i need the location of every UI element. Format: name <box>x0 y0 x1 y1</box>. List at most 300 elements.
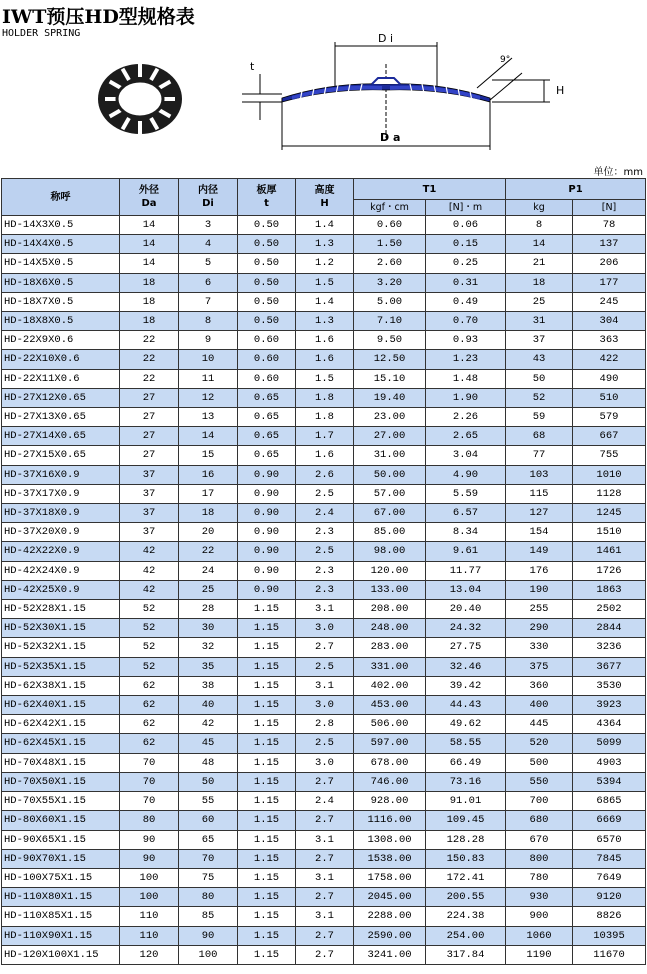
table-cell: 3.0 <box>296 619 354 638</box>
table-cell: 1.8 <box>296 408 354 427</box>
col-t1-nm-header: [N]・m <box>426 200 506 216</box>
table-cell: 2.7 <box>296 945 354 964</box>
table-cell: 38 <box>179 676 238 695</box>
table-cell: HD-110X80X1.15 <box>2 888 120 907</box>
table-cell: HD-62X40X1.15 <box>2 696 120 715</box>
table-cell: 22 <box>179 542 238 561</box>
table-cell: 0.60 <box>238 350 296 369</box>
table-row <box>2 619 646 638</box>
table-cell: 6570 <box>573 830 646 849</box>
table-cell: 20.40 <box>426 600 506 619</box>
table-cell: 39.42 <box>426 676 506 695</box>
table-cell: 900 <box>506 907 573 926</box>
table-cell: 8 <box>179 312 238 331</box>
table-cell: 2.7 <box>296 638 354 657</box>
table-cell: 149 <box>506 542 573 561</box>
table-cell: 58.55 <box>426 734 506 753</box>
col-t-header: 板厚 t <box>238 179 296 216</box>
table-cell: HD-22X11X0.6 <box>2 369 120 388</box>
table-cell: HD-80X60X1.15 <box>2 811 120 830</box>
table-cell: 0.06 <box>426 216 506 235</box>
table-cell: 500 <box>506 753 573 772</box>
table-cell: 2.7 <box>296 811 354 830</box>
table-cell: 127 <box>506 504 573 523</box>
table-cell: 2.60 <box>354 254 426 273</box>
table-cell: 0.60 <box>238 369 296 388</box>
table-cell: 597.00 <box>354 734 426 753</box>
table-cell: 6.57 <box>426 504 506 523</box>
table-cell: 0.65 <box>238 408 296 427</box>
table-cell: 1010 <box>573 465 646 484</box>
table-cell: 70 <box>120 792 179 811</box>
table-cell: 17 <box>179 484 238 503</box>
table-cell: 746.00 <box>354 772 426 791</box>
table-cell: 27.75 <box>426 638 506 657</box>
table-cell: 200.55 <box>426 888 506 907</box>
table-cell: 19.40 <box>354 388 426 407</box>
table-cell: 1.15 <box>238 753 296 772</box>
table-cell: 363 <box>573 331 646 350</box>
col-t1-kgf-header: kgf・cm <box>354 200 426 216</box>
table-cell: 0.90 <box>238 542 296 561</box>
table-cell: 2.5 <box>296 657 354 676</box>
table-cell: 1.15 <box>238 734 296 753</box>
table-cell: 680 <box>506 811 573 830</box>
page-subtitle: HOLDER SPRING <box>2 28 81 39</box>
table-cell: 1.15 <box>238 676 296 695</box>
table-cell: 3 <box>179 216 238 235</box>
table-cell: 678.00 <box>354 753 426 772</box>
table-cell: 90 <box>120 830 179 849</box>
table-cell: 1245 <box>573 504 646 523</box>
table-cell: 0.93 <box>426 331 506 350</box>
table-cell: 800 <box>506 849 573 868</box>
table-row <box>2 388 646 407</box>
table-cell: HD-37X20X0.9 <box>2 523 120 542</box>
table-cell: 0.25 <box>426 254 506 273</box>
table-cell: HD-52X30X1.15 <box>2 619 120 638</box>
table-cell: 2.6 <box>296 465 354 484</box>
table-cell: 70 <box>120 772 179 791</box>
table-cell: 62 <box>120 676 179 695</box>
table-cell: 80 <box>120 811 179 830</box>
table-cell: 62 <box>120 715 179 734</box>
table-cell: 80 <box>179 888 238 907</box>
table-cell: 1.48 <box>426 369 506 388</box>
table-cell: HD-18X6X0.5 <box>2 273 120 292</box>
table-cell: 1.15 <box>238 715 296 734</box>
table-cell: 65 <box>179 830 238 849</box>
table-cell: 0.90 <box>238 561 296 580</box>
table-cell: 667 <box>573 427 646 446</box>
table-cell: 21 <box>506 254 573 273</box>
table-cell: HD-62X38X1.15 <box>2 676 120 695</box>
table-cell: 48 <box>179 753 238 772</box>
table-cell: 109.45 <box>426 811 506 830</box>
table-cell: 100 <box>120 888 179 907</box>
table-cell: 1.50 <box>354 235 426 254</box>
table-cell: 4.90 <box>426 465 506 484</box>
table-cell: 37 <box>120 484 179 503</box>
table-cell: 85 <box>179 907 238 926</box>
table-cell: 37 <box>120 523 179 542</box>
table-cell: 177 <box>573 273 646 292</box>
table-cell: HD-37X18X0.9 <box>2 504 120 523</box>
table-row <box>2 504 646 523</box>
table-cell: HD-52X28X1.15 <box>2 600 120 619</box>
table-cell: 128.28 <box>426 830 506 849</box>
table-cell: 60 <box>179 811 238 830</box>
table-cell: 27 <box>120 408 179 427</box>
table-cell: 0.60 <box>238 331 296 350</box>
table-cell: 45 <box>179 734 238 753</box>
table-cell: 52 <box>120 657 179 676</box>
table-cell: 49.62 <box>426 715 506 734</box>
table-cell: 3.0 <box>296 696 354 715</box>
table-row <box>2 772 646 791</box>
table-cell: 670 <box>506 830 573 849</box>
table-cell: 24.32 <box>426 619 506 638</box>
table-row <box>2 235 646 254</box>
page-title: IWT预压HD型规格表 <box>2 6 195 28</box>
table-cell: 5099 <box>573 734 646 753</box>
table-cell: 4364 <box>573 715 646 734</box>
table-cell: 2502 <box>573 600 646 619</box>
table-cell: 0.60 <box>354 216 426 235</box>
table-row <box>2 907 646 926</box>
table-cell: 1.2 <box>296 254 354 273</box>
table-cell: 68 <box>506 427 573 446</box>
table-cell: 52 <box>120 638 179 657</box>
table-cell: 137 <box>573 235 646 254</box>
table-row <box>2 465 646 484</box>
table-cell: 23.00 <box>354 408 426 427</box>
col-name-header: 称呼 <box>2 179 120 216</box>
table-cell: 52 <box>120 600 179 619</box>
table-cell: 3.1 <box>296 907 354 926</box>
table-cell: 6669 <box>573 811 646 830</box>
table-cell: 2.7 <box>296 888 354 907</box>
table-cell: 42 <box>120 561 179 580</box>
table-cell: 1060 <box>506 926 573 945</box>
table-cell: 1.15 <box>238 926 296 945</box>
table-cell: 18 <box>120 292 179 311</box>
table-cell: 3.1 <box>296 868 354 887</box>
table-cell: 5.00 <box>354 292 426 311</box>
table-cell: 422 <box>573 350 646 369</box>
table-cell: 30 <box>179 619 238 638</box>
table-row <box>2 830 646 849</box>
table-cell: 0.90 <box>238 580 296 599</box>
table-cell: 1190 <box>506 945 573 964</box>
table-cell: 3.1 <box>296 830 354 849</box>
table-cell: HD-42X25X0.9 <box>2 580 120 599</box>
spec-table-body <box>2 216 646 965</box>
table-cell: 3.0 <box>296 753 354 772</box>
table-cell: 10395 <box>573 926 646 945</box>
table-cell: 1.6 <box>296 350 354 369</box>
table-cell: 1510 <box>573 523 646 542</box>
table-cell: 1.15 <box>238 868 296 887</box>
table-cell: 330 <box>506 638 573 657</box>
table-row <box>2 657 646 676</box>
table-cell: 1.15 <box>238 638 296 657</box>
table-cell: 9 <box>179 331 238 350</box>
table-cell: 5 <box>179 254 238 273</box>
table-cell: 0.90 <box>238 523 296 542</box>
table-row <box>2 350 646 369</box>
table-cell: 510 <box>573 388 646 407</box>
table-cell: 2.4 <box>296 504 354 523</box>
table-cell: 3.20 <box>354 273 426 292</box>
table-cell: HD-22X10X0.6 <box>2 350 120 369</box>
table-cell: 3236 <box>573 638 646 657</box>
table-cell: 150.83 <box>426 849 506 868</box>
table-cell: 55 <box>179 792 238 811</box>
table-cell: 1.3 <box>296 312 354 331</box>
table-cell: 78 <box>573 216 646 235</box>
table-cell: 9.61 <box>426 542 506 561</box>
table-cell: 35 <box>179 657 238 676</box>
table-cell: 14 <box>120 216 179 235</box>
table-cell: 1726 <box>573 561 646 580</box>
table-cell: 400 <box>506 696 573 715</box>
table-cell: 77 <box>506 446 573 465</box>
table-cell: 245 <box>573 292 646 311</box>
table-cell: 133.00 <box>354 580 426 599</box>
table-cell: 12.50 <box>354 350 426 369</box>
t-label: t <box>250 60 255 73</box>
table-cell: 2.26 <box>426 408 506 427</box>
table-cell: 9120 <box>573 888 646 907</box>
table-cell: 57.00 <box>354 484 426 503</box>
table-cell: 40 <box>179 696 238 715</box>
table-row <box>2 734 646 753</box>
table-cell: 0.90 <box>238 465 296 484</box>
table-row <box>2 600 646 619</box>
table-cell: 18 <box>120 273 179 292</box>
table-cell: 37 <box>120 465 179 484</box>
table-cell: 7845 <box>573 849 646 868</box>
table-cell: 2.7 <box>296 926 354 945</box>
spec-table <box>1 178 646 965</box>
table-cell: 208.00 <box>354 600 426 619</box>
table-cell: 550 <box>506 772 573 791</box>
table-cell: 14 <box>120 254 179 273</box>
table-cell: 1.8 <box>296 388 354 407</box>
table-cell: 2.7 <box>296 849 354 868</box>
table-cell: 1.15 <box>238 619 296 638</box>
da-label: D a <box>380 131 401 144</box>
table-row <box>2 446 646 465</box>
table-cell: 2288.00 <box>354 907 426 926</box>
table-cell: 290 <box>506 619 573 638</box>
table-cell: 14 <box>506 235 573 254</box>
table-cell: 1538.00 <box>354 849 426 868</box>
table-cell: 0.50 <box>238 273 296 292</box>
table-cell: 5.59 <box>426 484 506 503</box>
table-cell: 50 <box>506 369 573 388</box>
table-cell: 1.6 <box>296 331 354 350</box>
table-cell: HD-70X48X1.15 <box>2 753 120 772</box>
table-cell: HD-37X17X0.9 <box>2 484 120 503</box>
table-cell: 85.00 <box>354 523 426 542</box>
table-cell: 3677 <box>573 657 646 676</box>
table-cell: 15 <box>179 446 238 465</box>
table-cell: 6 <box>179 273 238 292</box>
table-cell: 780 <box>506 868 573 887</box>
table-cell: 506.00 <box>354 715 426 734</box>
table-cell: 1.15 <box>238 849 296 868</box>
table-row <box>2 753 646 772</box>
table-cell: HD-110X90X1.15 <box>2 926 120 945</box>
table-cell: 2.3 <box>296 523 354 542</box>
table-cell: 110 <box>120 907 179 926</box>
table-cell: 700 <box>506 792 573 811</box>
table-cell: 2.7 <box>296 772 354 791</box>
table-row <box>2 676 646 695</box>
table-cell: 6865 <box>573 792 646 811</box>
table-cell: 1.23 <box>426 350 506 369</box>
table-cell: HD-14X3X0.5 <box>2 216 120 235</box>
table-cell: 42 <box>120 580 179 599</box>
table-cell: 1.3 <box>296 235 354 254</box>
table-cell: 1308.00 <box>354 830 426 849</box>
table-cell: 2590.00 <box>354 926 426 945</box>
table-cell: 7649 <box>573 868 646 887</box>
table-row <box>2 254 646 273</box>
table-cell: 62 <box>120 734 179 753</box>
table-cell: 24 <box>179 561 238 580</box>
table-row <box>2 523 646 542</box>
table-cell: 22 <box>120 350 179 369</box>
col-t1-header: T1 <box>354 179 506 200</box>
table-cell: 8826 <box>573 907 646 926</box>
table-cell: 1.4 <box>296 216 354 235</box>
table-row <box>2 926 646 945</box>
table-cell: 283.00 <box>354 638 426 657</box>
table-cell: 37 <box>506 331 573 350</box>
table-cell: 14 <box>120 235 179 254</box>
table-cell: 2.65 <box>426 427 506 446</box>
table-cell: 50.00 <box>354 465 426 484</box>
table-row <box>2 273 646 292</box>
table-cell: 331.00 <box>354 657 426 676</box>
table-row <box>2 945 646 964</box>
table-row <box>2 638 646 657</box>
table-cell: 18 <box>179 504 238 523</box>
table-cell: 75 <box>179 868 238 887</box>
table-cell: 2045.00 <box>354 888 426 907</box>
table-cell: HD-27X13X0.65 <box>2 408 120 427</box>
table-cell: HD-110X85X1.15 <box>2 907 120 926</box>
table-cell: 255 <box>506 600 573 619</box>
table-cell: 172.41 <box>426 868 506 887</box>
washer-illustration <box>95 60 185 138</box>
table-cell: 1758.00 <box>354 868 426 887</box>
table-cell: 154 <box>506 523 573 542</box>
table-cell: 25 <box>506 292 573 311</box>
table-cell: 317.84 <box>426 945 506 964</box>
table-cell: 2.3 <box>296 561 354 580</box>
table-cell: 8.34 <box>426 523 506 542</box>
table-cell: 100 <box>179 945 238 964</box>
table-cell: 190 <box>506 580 573 599</box>
table-cell: HD-90X70X1.15 <box>2 849 120 868</box>
table-cell: 254.00 <box>426 926 506 945</box>
table-row <box>2 312 646 331</box>
table-cell: 206 <box>573 254 646 273</box>
table-cell: HD-14X4X0.5 <box>2 235 120 254</box>
table-cell: 2.3 <box>296 580 354 599</box>
table-cell: 37 <box>120 504 179 523</box>
table-cell: 0.70 <box>426 312 506 331</box>
table-cell: HD-62X42X1.15 <box>2 715 120 734</box>
table-cell: 62 <box>120 696 179 715</box>
table-cell: 375 <box>506 657 573 676</box>
table-cell: 16 <box>179 465 238 484</box>
table-cell: HD-37X16X0.9 <box>2 465 120 484</box>
table-cell: 224.38 <box>426 907 506 926</box>
table-cell: 52 <box>120 619 179 638</box>
di-label: D i <box>378 32 394 45</box>
table-cell: 13 <box>179 408 238 427</box>
table-cell: 1.15 <box>238 888 296 907</box>
table-cell: 1.4 <box>296 292 354 311</box>
table-cell: 27 <box>120 446 179 465</box>
table-cell: 1.15 <box>238 792 296 811</box>
table-cell: 2.4 <box>296 792 354 811</box>
table-cell: HD-70X55X1.15 <box>2 792 120 811</box>
table-cell: 20 <box>179 523 238 542</box>
table-row <box>2 696 646 715</box>
table-cell: 67.00 <box>354 504 426 523</box>
table-cell: 70 <box>120 753 179 772</box>
table-row <box>2 292 646 311</box>
table-row <box>2 888 646 907</box>
table-cell: 402.00 <box>354 676 426 695</box>
table-row <box>2 542 646 561</box>
table-cell: 490 <box>573 369 646 388</box>
table-cell: 18 <box>120 312 179 331</box>
table-cell: 1.5 <box>296 273 354 292</box>
table-cell: 73.16 <box>426 772 506 791</box>
table-cell: 42 <box>179 715 238 734</box>
table-cell: 32 <box>179 638 238 657</box>
table-cell: 7 <box>179 292 238 311</box>
table-cell: 1.90 <box>426 388 506 407</box>
table-cell: 0.15 <box>426 235 506 254</box>
table-cell: 11670 <box>573 945 646 964</box>
table-cell: 14 <box>179 427 238 446</box>
table-cell: 176 <box>506 561 573 580</box>
table-cell: 4 <box>179 235 238 254</box>
table-cell: 1.7 <box>296 427 354 446</box>
table-cell: 27.00 <box>354 427 426 446</box>
table-cell: 42 <box>120 542 179 561</box>
table-row <box>2 868 646 887</box>
table-cell: 445 <box>506 715 573 734</box>
table-cell: HD-27X15X0.65 <box>2 446 120 465</box>
table-cell: 10 <box>179 350 238 369</box>
table-row <box>2 792 646 811</box>
table-cell: 8 <box>506 216 573 235</box>
col-p1-header: P1 <box>506 179 646 200</box>
col-da-header: 外径 Da <box>120 179 179 216</box>
table-cell: 52 <box>506 388 573 407</box>
table-cell: 1461 <box>573 542 646 561</box>
table-cell: 50 <box>179 772 238 791</box>
